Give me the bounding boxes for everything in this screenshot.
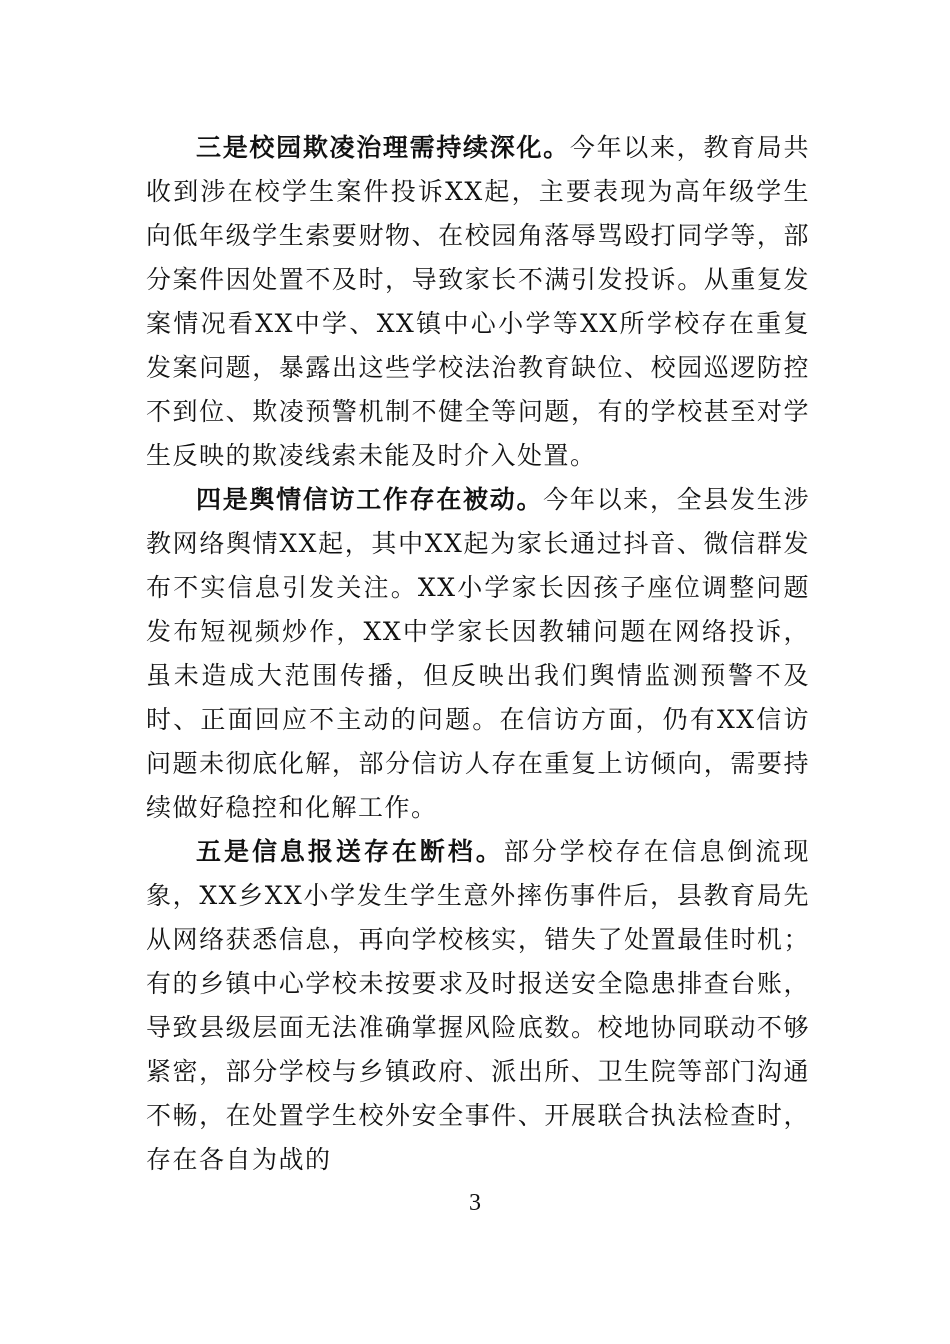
paragraph-text: 今年以来，教育局共收到涉在校学生案件投诉XX起，主要表现为高年级学生向低年级学生索要财物、在校园角落辱骂殴打同学等，部分案件因处置不及时，导致家长不满引发投诉。从重复发案情况看XX中学、XX镇中心小学等XX所学校存在重复发案问题，暴露出这些学校法治教育缺位、校园巡逻防控不到位、欺凌预警机制不健全等问题，有的学校甚至对学生反映的欺凌线索未能及时介入处置。 (146, 133, 810, 470)
paragraph-campus-bullying (146, 126, 810, 478)
paragraph-heading: 三是校园欺凌治理需持续深化。 (196, 133, 570, 162)
paragraph-text: 部分学校存在信息倒流现象，XX乡XX小学发生学生意外摔伤事件后，县教育局先从网络获悉信息，再向学校核实，错失了处置最佳时机；有的乡镇中心学校未按要求及时报送安全隐患排查台账，导致县级层面无法准确掌握风险底数。校地协同联动不够紧密，部分学校与乡镇政府、派出所、卫生院等部门沟通不畅，在处置学生校外安全事件、开展联合执法检查时，存在各自为战的 (146, 837, 810, 1174)
page-number: 3 (469, 1190, 481, 1216)
paragraph-heading: 五是信息报送存在断档。 (196, 837, 504, 866)
document-body (146, 126, 810, 1182)
paragraph-information-reporting (146, 830, 810, 1182)
paragraph-public-opinion (146, 478, 810, 830)
paragraph-text: 今年以来，全县发生涉教网络舆情XX起，其中XX起为家长通过抖音、微信群发布不实信息引发关注。XX小学家长因孩子座位调整问题发布短视频炒作，XX中学家长因教辅问题在网络投诉，虽未造成大范围传播，但反映出我们舆情监测预警不及时、正面回应不主动的问题。在信访方面，仍有XX信访问题未彻底化解，部分信访人存在重复上访倾向，需要持续做好稳控和化解工作。 (146, 485, 810, 822)
paragraph-heading: 四是舆情信访工作存在被动。 (196, 485, 544, 514)
